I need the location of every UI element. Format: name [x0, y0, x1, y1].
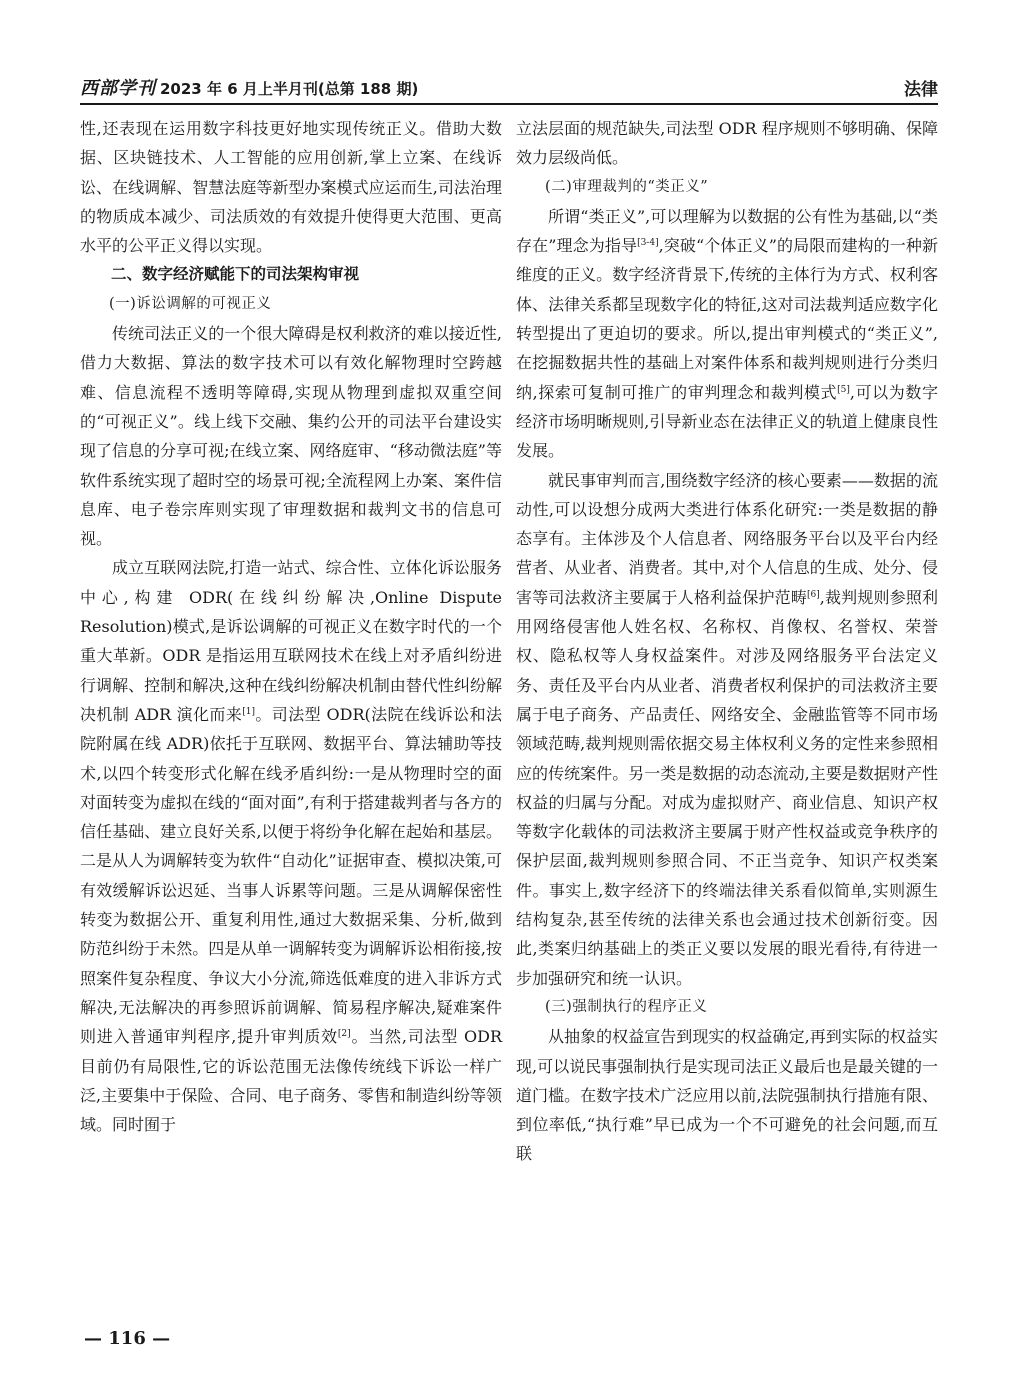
header-rule — [80, 103, 938, 105]
paragraph: 性,还表现在运用数字科技更好地实现传统正义。借助大数据、区块链技术、人工智能的应用创新,掌上立案、在线诉讼、在线调解、智慧法庭等新型办案模式应运而生,司法治理的物质成本减少、司法质效的有效提升使得更大范围、更高水平的公平正义得以实现。 — [80, 119, 502, 256]
text-run: 。当然,司法型 ODR 目前仍有局限性,它的诉讼范围无法像传统线下诉讼一样广泛,主要集中于保险、合同、电子商务、零售和制造纠纷等领域。同时囿于 — [80, 1027, 502, 1135]
subsection-heading: (三)强制执行的程序正义 — [545, 998, 708, 1015]
paragraph — [516, 202, 938, 466]
left-column — [80, 114, 502, 1139]
citation-ref: [1] — [242, 706, 255, 717]
text-run: 成立互联网法院,打造一站式、综合性、立体化诉讼服务中心,构建 ODR(在线纠纷解决,Online Dispute Resolution)模式,是诉讼调解的可视正义在数字时代的一个重大革新。ODR 是指运用互联网技术在线上对矛盾纠纷进行调解、控制和解决,这种在线纠纷解决机制由替代性纠纷解决机制 ADR 演化而来 — [80, 558, 502, 724]
section-name: 法律 — [904, 80, 938, 100]
header-left — [80, 74, 418, 100]
paragraph — [516, 466, 938, 993]
text-run: ,可以为数字经济市场明晰规则,引导新业态在法律正义的轨道上健康良性发展。 — [516, 382, 938, 461]
text-run: ,突破“个体正义”的局限而建构的一种新维度的正义。数字经济背景下,传统的主体行为方式、权利客体、法律关系都呈现数字化的特征,这对司法裁判适应数字化转型提出了更迫切的要求。所以,提出审判模式的“类正义”,在挖掘数据共性的基础上对案件体系和裁判规则进行分类归纳,探索可复制可推广的审判理念和裁判模式 — [516, 236, 938, 402]
paragraph: 从抽象的权益宣告到现实的权益确定,再到实际的权益实现,可以说民事强制执行是实现司法正义最后也是最关键的一道门槛。在数字技术广泛应用以前,法院强制执行措施有限、到位率低,“执行难”早已成为一个不可避免的社会问题,而互联 — [516, 1027, 938, 1164]
citation-ref: [6] — [806, 589, 820, 600]
right-column — [516, 114, 938, 1169]
page-number: — 116 — — [84, 1328, 171, 1349]
page-header — [80, 66, 938, 100]
journal-masthead: 西部学刊 — [80, 78, 156, 99]
paragraph — [80, 553, 502, 1139]
subsection-heading: (二)审理裁判的“类正义” — [545, 178, 709, 195]
citation-ref: [5] — [837, 384, 850, 395]
citation-ref: [2] — [337, 1029, 351, 1040]
paragraph: 传统司法正义的一个很大障碍是权利救济的难以接近性,借力大数据、算法的数字技术可以有效化解物理时空跨越难、信息流程不透明等障碍,实现从物理到虚拟双重空间的“可视正义”。线上线下交融、集约公开的司法平台建设实现了信息的分享可视;在线立案、网络庭审、“移动微法庭”等软件系统实现了超时空的场景可视;全流程网上办案、案件信息库、电子卷宗库则实现了审理数据和裁判文书的信息可视。 — [80, 324, 502, 549]
text-run: 。司法型 ODR(法院在线诉讼和法院附属在线 ADR)依托于互联网、数据平台、算法辅助等技术,以四个转变形式化解在线矛盾纠纷:一是从物理时空的面对面转变为虚拟在线的“面对面”,有利于搭建裁判者与各方的信任基础、建立良好关系,以便于将纷争化解在起始和基层。二是从人为调解转变为软件“自动化”证据审查、模拟决策,可有效缓解诉讼迟延、当事人诉累等问题。三是从调解保密性转变为数据公开、重复利用性,通过大数据采集、分析,做到防范纠纷于未然。四是从单一调解转变为调解诉讼相衔接,按照案件复杂程度、争议大小分流,筛选低难度的进入非诉方式解决,无法解决的再参照诉前调解、简易程序解决,疑难案件则进入普通审判程序,提升审判质效 — [80, 704, 502, 1047]
subsection-heading: (一)诉讼调解的可视正义 — [109, 295, 272, 312]
text-run: 就民事审判而言,围绕数字经济的核心要素——数据的流动性,可以设想分成两大类进行体系化研究:一类是数据的静态享有。主体涉及个人信息者、网络服务平台以及平台内经营者、从业者、消费者。其中,对个人信息的生成、处分、侵害等司法救济主要属于人格利益保护范畴 — [516, 470, 938, 607]
text-run: ,裁判规则参照利用网络侵害他人姓名权、名称权、肖像权、名誉权、荣誉权、隐私权等人身权益案件。对涉及网络服务平台法定义务、责任及平台内从业者、消费者权利保护的司法救济主要属于电子商务、产品责任、网络安全、金融监管等不同市场领域范畴,裁判规则需依据交易主体权利义务的定性来参照相应的传统案件。另一类是数据的动态流动,主要是数据财产性权益的归属与分配。对成为虚拟财产、商业信息、知识产权等数字化载体的司法救济主要属于财产性权益或竞争秩序的保护层面,裁判规则参照合同、不正当竞争、知识产权类案件。事实上,数字经济下的终端法律关系看似简单,实则源生结构复杂,甚至传统的法律关系也会通过技术创新衍变。因此,类案归纳基础上的类正义要以发展的眼光看待,有待进一步加强研究和统一认识。 — [516, 587, 938, 988]
section-heading: 二、数字经济赋能下的司法架构审视 — [111, 265, 360, 284]
issue-info: 2023 年 6 月上半月刊(总第 188 期) — [160, 80, 419, 98]
citation-ref: [3-4] — [637, 238, 659, 249]
text-run: 所谓“类正义”,可以理解为以数据的公有性为基础,以“类存在”理念为指导 — [516, 206, 938, 256]
paragraph: 立法层面的规范缺失,司法型 ODR 程序规则不够明确、保障效力层级尚低。 — [516, 119, 938, 168]
